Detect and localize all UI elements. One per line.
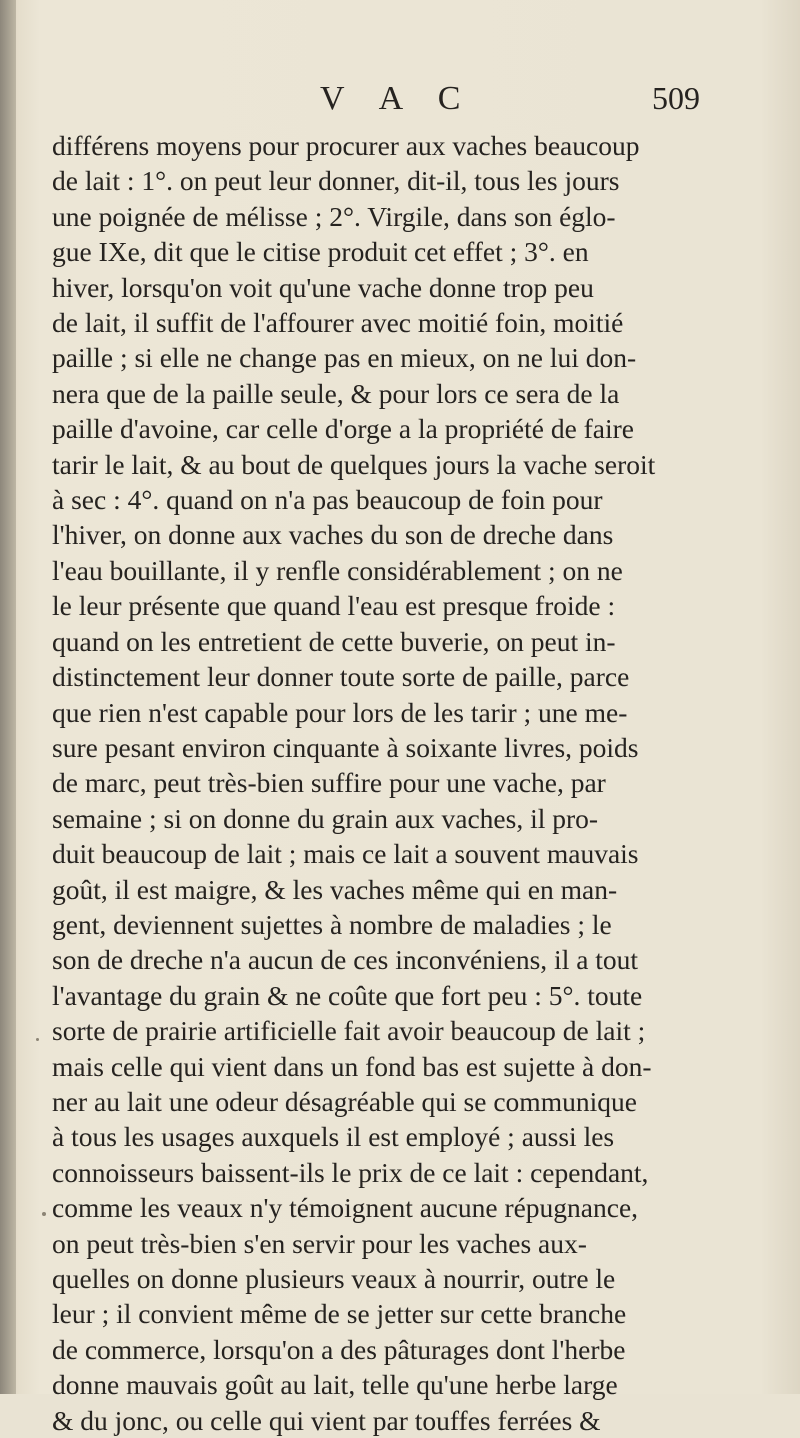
- text-line: à sec : 4°. quand on n'a pas beaucoup de foin pour: [52, 484, 603, 516]
- text-line: de lait, il suffit de l'affourer avec moitié foin, moitié: [52, 307, 624, 339]
- text-line: distinctement leur donner toute sorte de paille, parce: [52, 661, 630, 693]
- page-number: 509: [652, 80, 700, 116]
- text-line: connoisseurs baissent-ils le prix de ce lait : cependant,: [52, 1156, 649, 1188]
- text-line: ner au lait une odeur désagréable qui se communique: [52, 1085, 637, 1117]
- text-line: gue IXe, dit que le citise produit cet effet ; 3°. en: [52, 236, 589, 268]
- text-line: sorte de prairie artificielle fait avoir beaucoup de lait ;: [52, 1015, 646, 1047]
- text-line: mais celle qui vient dans un fond bas est sujette à don-: [52, 1050, 652, 1082]
- ink-speck: [42, 1212, 46, 1216]
- text-line: leur ; il convient même de se jetter sur cette branche: [52, 1298, 627, 1330]
- text-line: son de dreche n'a aucun de ces inconvéniens, il a tout: [52, 944, 639, 976]
- text-line: duit beaucoup de lait ; mais ce lait a souvent mauvais: [52, 838, 639, 870]
- page-header: [60, 80, 720, 130]
- text-line: donne mauvais goût au lait, telle qu'une herbe large: [52, 1369, 618, 1401]
- running-head: V A C: [320, 80, 475, 117]
- text-line: l'eau bouillante, il y renfle considérablement ; on ne: [52, 554, 623, 586]
- text-line: à tous les usages auxquels il est employé ; aussi les: [52, 1121, 615, 1153]
- text-line: que rien n'est capable pour lors de les tarir ; une me-: [52, 696, 628, 728]
- text-line: de commerce, lorsqu'on a des pâturages dont l'herbe: [52, 1333, 626, 1365]
- text-line: sure pesant environ cinquante à soixante livres, poids: [52, 731, 639, 763]
- text-line: semaine ; si on donne du grain aux vaches, il pro-: [52, 802, 599, 834]
- text-line: de lait : 1°. on peut leur donner, dit-il, tous les jours: [52, 165, 620, 197]
- text-line: le leur présente que quand l'eau est presque froide :: [52, 590, 616, 622]
- binding-gutter: [0, 0, 16, 1394]
- text-line: quelles on donne plusieurs veaux à nourrir, outre le: [52, 1263, 616, 1294]
- text-line: paille d'avoine, car celle d'orge a la propriété de faire: [52, 413, 635, 445]
- ink-speck: [36, 1038, 39, 1041]
- text-line: une poignée de mélisse ; 2°. Virgile, dans son églo-: [52, 200, 616, 232]
- body-text: [52, 128, 752, 1438]
- text-line: gent, deviennent sujettes à nombre de maladies ; le: [52, 908, 612, 940]
- text-line: différens moyens pour procurer aux vaches beaucoup: [52, 130, 640, 161]
- text-line: hiver, lorsqu'on voit qu'une vache donne trop peu: [52, 271, 594, 303]
- text-line: & du jonc, ou celle qui vient par touffes ferrées &: [52, 1404, 601, 1436]
- text-line: on peut très-bien s'en servir pour les vaches aux-: [52, 1227, 587, 1259]
- text-line: goût, il est maigre, & les vaches même qui en man-: [52, 873, 618, 905]
- text-line: paille ; si elle ne change pas en mieux, on ne lui don-: [52, 342, 637, 374]
- text-line: quand on les entretient de cette buverie, on peut in-: [52, 625, 616, 657]
- text-line: nera que de la paille seule, & pour lors ce sera de la: [52, 377, 620, 409]
- text-line: tarir le lait, & au bout de quelques jours la vache seroit: [52, 448, 656, 480]
- text-line: de marc, peut très-bien suffire pour une vache, par: [52, 767, 606, 799]
- text-line: l'avantage du grain & ne coûte que fort peu : 5°. toute: [52, 979, 643, 1011]
- text-line: comme les veaux n'y témoignent aucune répugnance,: [52, 1192, 639, 1224]
- text-line: l'hiver, on donne aux vaches du son de dreche dans: [52, 519, 614, 551]
